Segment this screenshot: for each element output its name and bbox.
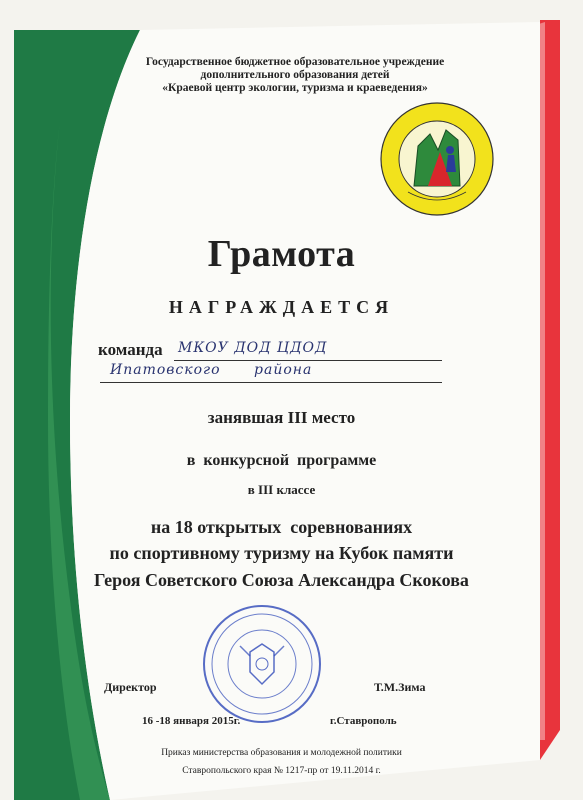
- org-line-3: «Краевой центр экологии, туризма и краеведения»: [162, 82, 428, 94]
- order-line-2: Ставропольского края № 1217-пр от 19.11.2014 г.: [182, 766, 381, 776]
- org-line-1: Государственное бюджетное образовательное учреждение: [145, 56, 445, 68]
- team-name-line-2: Ипатовского района: [110, 362, 313, 378]
- team-label: команда: [98, 340, 163, 359]
- team-name-line-1: МКОУ ДОД ЦДОД: [178, 340, 328, 356]
- place-text: занявшая III место: [207, 408, 356, 427]
- center-logo: [378, 100, 496, 218]
- organization-name: [95, 56, 495, 95]
- event-date: 16 -18 января 2015г.: [142, 715, 241, 727]
- director-label: Директор: [104, 680, 157, 694]
- underline-1: [174, 360, 442, 361]
- order-line-1: Приказ министерства образования и молодежной политики: [161, 748, 402, 758]
- awarded-label: НАГРАЖДАЕТСЯ: [168, 297, 395, 317]
- underline-2: [100, 382, 442, 383]
- certificate-title: Грамота: [207, 233, 356, 275]
- competition-line-3: Героя Советского Союза Александра Скокова: [94, 570, 469, 590]
- org-line-2: дополнительного образования детей: [200, 69, 390, 81]
- program-text: в конкурсной программе: [186, 452, 377, 469]
- event-city: г.Ставрополь: [330, 715, 397, 727]
- class-text: в III классе: [247, 482, 316, 497]
- competition-line-2: по спортивному туризму на Кубок памяти: [109, 543, 454, 563]
- competition-line-1: на 18 открытых соревнованиях: [150, 517, 413, 537]
- director-name: Т.М.Зима: [374, 680, 426, 694]
- official-stamp: [200, 602, 324, 726]
